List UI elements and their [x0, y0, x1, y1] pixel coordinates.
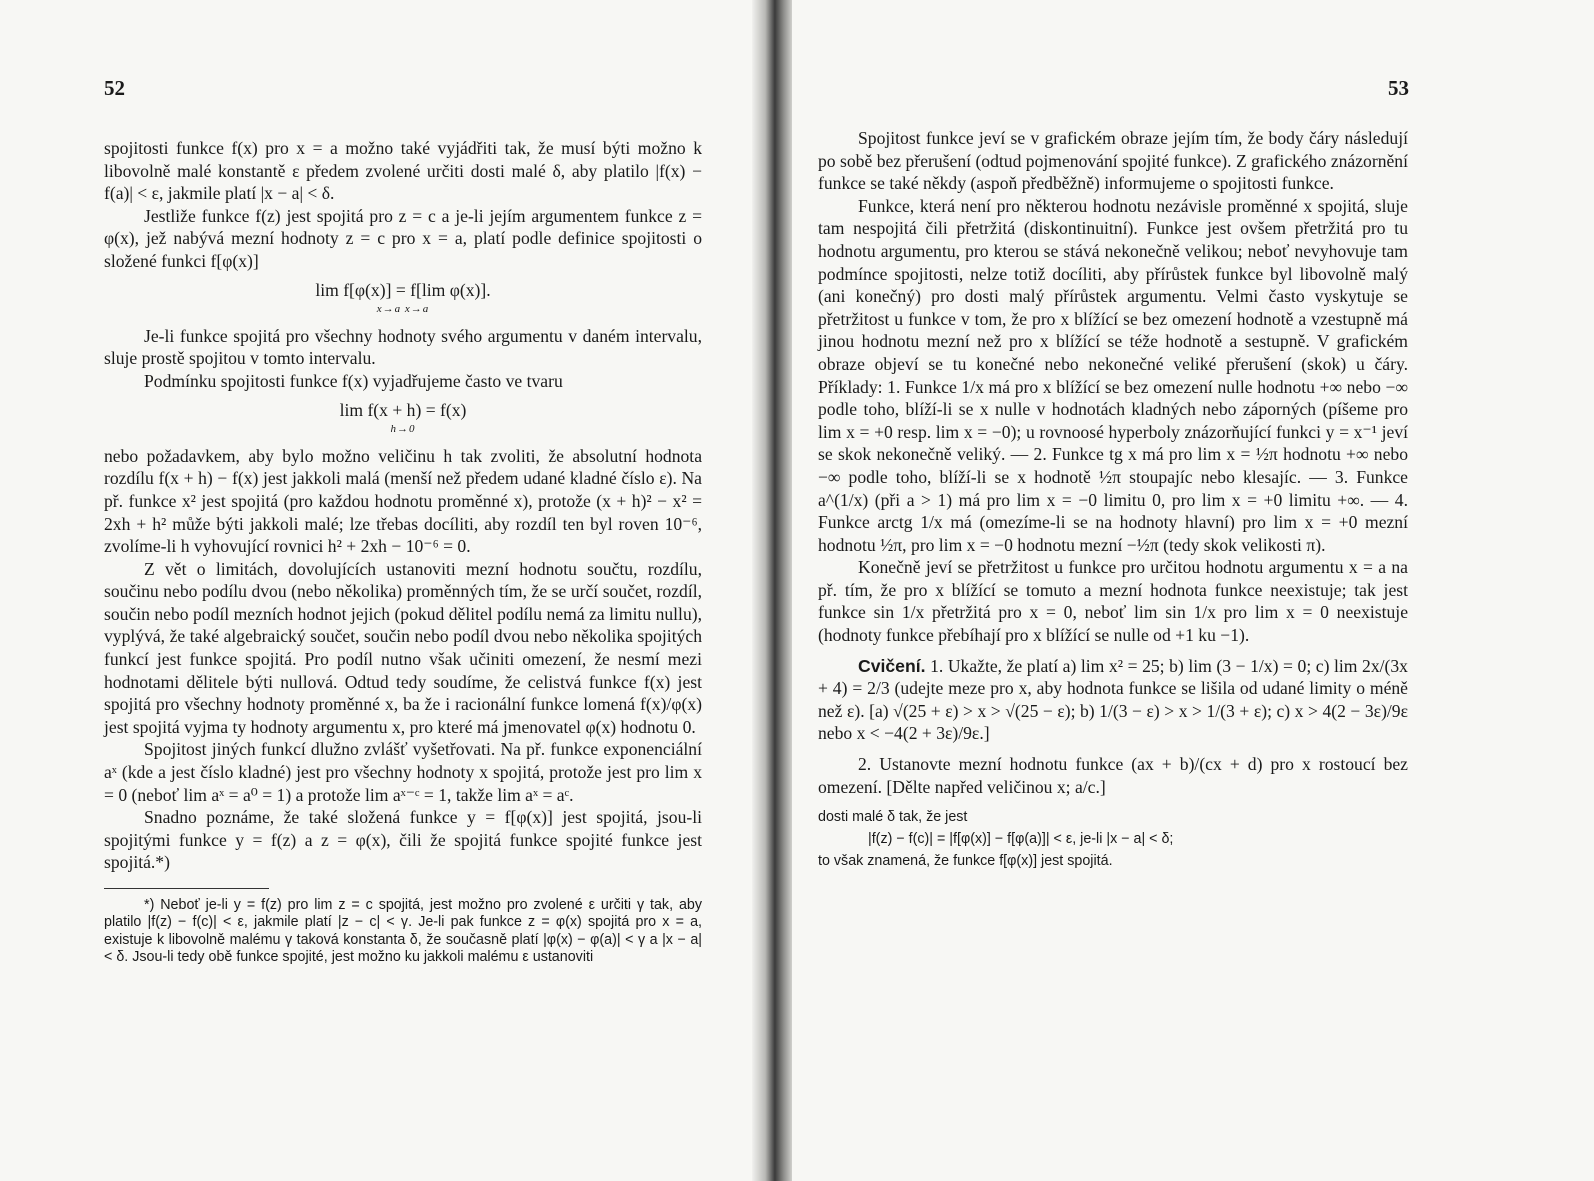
book-gutter [752, 0, 796, 1181]
paragraph: Podmínku spojitosti funkce f(x) vyjadřujeme často ve tvaru [144, 370, 563, 391]
exercise-1: Cvičení. 1. Ukažte, že platí a) lim x² = 25; b) lim (3 − 1/x) = 0; c) lim 2x/(3x + 4) = 2/3 (udejte meze pro x, aby hodnota funkce se lišila od udané limity o méně než ε). [a) √(25 + ε) > x > √(25 − ε); b) 1/(3 − ε) > x > 1/(3 + ε); c) x > 4(2 − 3ε)/9ε nebo x < −4(2 + 3ε)/9ε.] [818, 655, 1408, 744]
footnote-continuation: dosti malé δ tak, že jest |f(z) − f(c)| = |f[φ(x)] − f[φ(a)]| < ε, je-li |x − a| < δ; to však znamená, že funkce f[φ(x)] jest spojitá. [818, 809, 1174, 870]
paragraph: Snadno poznáme, že také složená funkce y = f[φ(x)] jest spojitá, jsou-li spojitými funkce y = f(z) a z = φ(x), čili že spojitá funkce spojité funkce jest spojitá.*) [104, 807, 702, 873]
page-number: 52 [104, 76, 125, 100]
equation-limit-composite: lim f[φ(x)] = f[lim φ(x)]. x→a x→a [315, 279, 491, 316]
paragraph: Spojitost jiných funkcí dlužno zvlášť vyšetřovati. Na př. funkce exponenciální aˣ (kde a jest číslo kladné) jest pro všechny hodnoty x spojitá, protože jest pro lim x = 0 (neboť lim aˣ = a⁰ = 1) a protože lim aˣ⁻ᶜ = 1, takže lim aˣ = aᶜ. [104, 739, 702, 805]
page-number: 53 [1388, 76, 1409, 100]
footnote-rule [104, 888, 269, 889]
paragraph: Jestliže funkce f(z) jest spojitá pro z = c a je-li jejím argumentem funkce z = φ(x), jež nabývá mezní hodnoty z = c pro x = a, platí podle definice spojitosti o složené funkci f[φ(x)] [104, 205, 702, 271]
paragraph: Spojitost funkce jeví se v grafickém obraze jejím tím, že body čáry následují po sobě bez přerušení (odtud pojmenování spojité funkce). Z grafického znázornění funkce se také někdy (aspoň předběžně) informujeme o spojitosti funkce. [818, 128, 1408, 194]
exercise-2: 2. Ustanovte mezní hodnotu funkce (ax + b)/(cx + d) pro x rostoucí bez omezení. [Dělte napřed veličinou x; a/c.] [818, 754, 1408, 797]
paragraph: Je-li funkce spojitá pro všechny hodnoty svého argumentu v daném intervalu, sluje prostě spojitou v tomto intervalu. [104, 325, 702, 369]
left-page [0, 0, 782, 1181]
paragraph: Konečně jeví se přetržitost u funkce pro určitou hodnotu argumentu x = a na př. tím, že pro x blížící se tomuto a mezní hodnota funkce neexistuje; tak jest funkce sin 1/x přetržitá pro x = 0, neboť lim sin 1/x pro lim x = 0 neexistuje (hodnoty funkce přebíhají pro x blížící se nulle od +1 ku −1). [818, 557, 1408, 646]
paragraph: nebo požadavkem, aby bylo možno veličinu h tak zvoliti, že absolutní hodnota rozdílu f(x + h) − f(x) jest jakkoli malá (menší než předem udané kladné číslo ε). Na př. funkce x² jest spojitá (pro každou hodnotu proměnné x), protože (x + h)² − x² = 2xh + h² může býti jakkoli malé; lze třebas docíliti, aby rozdíl ten byl roven 10⁻⁶, zvolíme-li h vyhovující rovnici h² + 2xh − 10⁻⁶ = 0. [104, 445, 702, 557]
right-page [792, 0, 1594, 1181]
paragraph: spojitosti funkce f(x) pro x = a možno také vyjádřiti tak, že musí býti možno k libovolně malé konstantě ε předem zvolené určiti dosti malé δ, aby platilo |f(x) − f(a)| < ε, jakmile platí |x − a| < δ. [104, 138, 702, 204]
right-body [818, 127, 1408, 872]
equation-continuity: lim f(x + h) = f(x) h→0 [339, 399, 467, 436]
exercise-heading: Cvičení. [858, 655, 926, 676]
footnote: *) Neboť je-li y = f(z) pro lim z = c spojitá, jest možno pro zvolené ε určiti γ tak, aby platilo |f(z) − f(c)| < ε, jakmile platí |z − c| < γ. Je-li pak funkce z = φ(x) spojitá pro x = a, existuje k libovolně malému γ taková konstanta δ, že současně platí |φ(x) − φ(a)| < γ a |x − a| < δ. Jsou-li tedy obě funkce spojité, jest možno ku jakkoli malému ε ustanoviti [104, 897, 702, 966]
paragraph: Funkce, která není pro některou hodnotu nezávisle proměnné x spojitá, sluje tam nespojitá čili přetržitá (diskontinuitní). Funkce jest ovšem přetržitá pro tu hodnotu argumentu, pro kterou se stává nekonečně velikou; neboť nevyhovuje tam podmínce spojitosti, nelze totiž docíliti, aby přírůstek funkce byl libovolně malý (ani konečný) pro dosti malý přírůstek argumentu. Velmi často vyskytuje se přetržitost u funkce v tom, že pro x blížící se bez omezení hodnotě a vzestupně má jinou hodnotu mezní než pro x blížící se téže hodnotě a sestupně. V grafickém obraze objeví se tu konečné nebo nekonečné veliké přerušení (skok) u čáry. Příklady: 1. Funkce 1/x má pro x blížící se bez omezení nulle hodnotu +∞ nebo −∞ podle toho, blíží-li se x nulle v hodnotách kladných nebo záporných (píšeme pro lim x = +0 resp. lim x = −0); u rovnoosé hyperboly znázorňující funkci y = x⁻¹ jeví se skok nekonečně veliký. — 2. Funkce tg x má pro lim x = ½π hodnotu +∞ nebo −∞ podle toho, blíží-li se x hodnotě ½π stoupajíc nebo klesajíc. — 3. Funkce a^(1/x) (při a > 1) má pro lim x = −0 limitu 0, pro lim x = +0 limitu +∞. — 4. Funkce arctg 1/x má (omezíme-li se na hodnoty hlavní) pro lim x = +0 mezní hodnotu ½π, pro lim x = −0 hodnotu mezní −½π (tedy skok velikosti π). [818, 195, 1408, 555]
left-body [104, 137, 702, 967]
paragraph: Z vět o limitách, dovolujících ustanoviti mezní hodnotu součtu, rozdílu, součinu nebo podílu dvou (nebo několika) proměnných tím, že se určí součet, rozdíl, součin nebo podíl mezních hodnot jejich (pokud dělitel podílu nemá za limitu nullu), vyplývá, že také algebraický součet, součin nebo podíl dvou nebo několika spojitých funkcí jest funkce spojitá. Pro podíl nutno však učiniti omezení, že nesmí mezi hodnotami dělitele býti nullová. Odtud tedy soudíme, že celistvá funkce f(x) jest spojitá pro všechny hodnoty proměnné x, ba že i racionální funkce lomená f(x)/φ(x) jest spojitá vyjma ty hodnoty argumentu x, pro které má jmenovatel φ(x) hodnotu 0. [104, 558, 702, 737]
